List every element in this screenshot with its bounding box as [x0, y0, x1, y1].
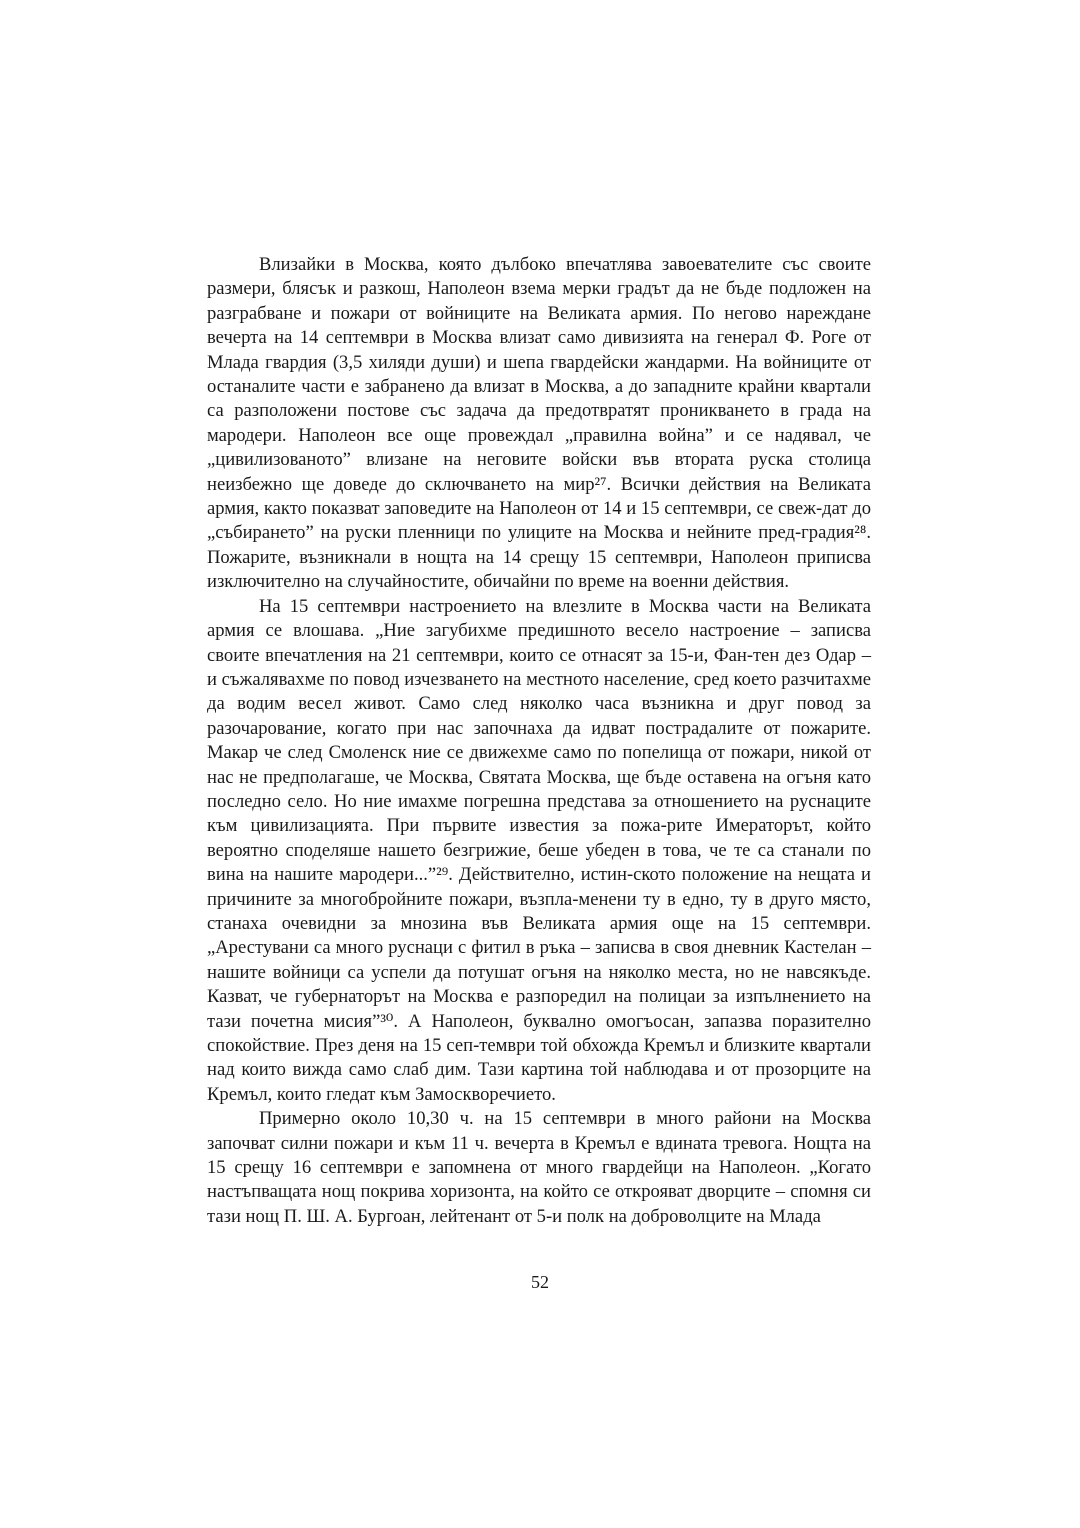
paragraph-3: Примерно около 10,30 ч. на 15 септември в много райони на Москва започват силни пожари и към 11 ч. вечерта в Кремъл е вдината тревога. Нощта на 15 срещу 16 септември е запомнена от много гвардейци на Наполеон. „Когато настъпващата нощ покрива хоризонта, на който се открояват дворците – спомня си тази нощ П. Ш. А. Бургоан, лейтенант от 5-и полк на доброволците на Млада — [207, 1108, 871, 1227]
main-text — [207, 253, 871, 1229]
page-number: 52 — [531, 1272, 549, 1292]
paragraph-2: На 15 септември настроението на влезлите в Москва части на Великата армия се влошава. „Ние загубихме предишното весело настроение – записва своите впечатления на 21 септември, които се отнасят за 15-и, Фан-тен дез Одар – и съжалявахме по повод изчезването на местното население, сред което разчитахме да водим весел живот. Само след няколко часа възникна и друг повод за разочарование, когато при нас започнаха да идват пострадалите от пожарите. Макар че след Смоленск ние се движехме само по попелища от пожари, никой от нас не предполагаше, че Москва, Святата Москва, ще бъде оставена на огъня като последно село. Но ние имахме погрешна представа за отношението на руснаците към цивилизацията. При първите известия за пожа-рите Имераторът, който вероятно споделяше нашето безгрижие, беше убеден в това, че те са станали по вина на нашите мародери...”²⁹. Действително, истин-ското положение на нещата и причините за многобройните пожари, възпла-менени ту в едно, ту в друго място, станаха очевидни за мнозина във Великата армия още на 15 септември. „Арестувани са много руснаци с фитил в ръка – записва в своя дневник Кастелан – нашите войници са успели да потушат огъня на няколко места, но не навсякъде. Казват, че губернаторът на Москва е разпоредил на полицаи за изпълнението на тази почетна мисия”³⁰. А Наполеон, буквално омогъосан, запазва поразително спокойствие. През деня на 15 сеп-тември той обхожда Кремъл и близките квартали над които вижда само слаб дим. Тази картина той наблюдава и от прозорците на Кремъл, които гледат към Замоскворечието. — [207, 595, 871, 1105]
paragraph-1: Влизайки в Москва, която дълбоко впечатлява завоевателите със своите размери, блясък и разкош, Наполеон взема мерки градът да не бъде подложен на разграбване и пожари от войниците на Великата армия. По негово нареждане вечерта на 14 септември в Москва влизат само дивизията на генерал Ф. Роге от Млада гвардия (3,5 хиляди души) и шепа гвардейски жандарми. На войниците от останалите части е забранено да влизат в Москва, а до западните крайни квартали са разположени постове със задача да предотвратят проникването в града на мародери. Наполеон все още провеждал „правилна война” и се надявал, че „цивилизованото” влизане на неговите войски във втората руска столица неизбежно ще доведе до сключването на мир²⁷. Всички действия на Великата армия, както показват заповедите на Наполеон от 14 и 15 септември, се свеж-дат до „събирането” на руски пленници по улиците на Москва и нейните пред-градия²⁸. Пожарите, възникнали в нощта на 14 срещу 15 септември, Наполеон приписва изключително на случайностите, обичайни по време на военни действия. — [207, 254, 871, 593]
